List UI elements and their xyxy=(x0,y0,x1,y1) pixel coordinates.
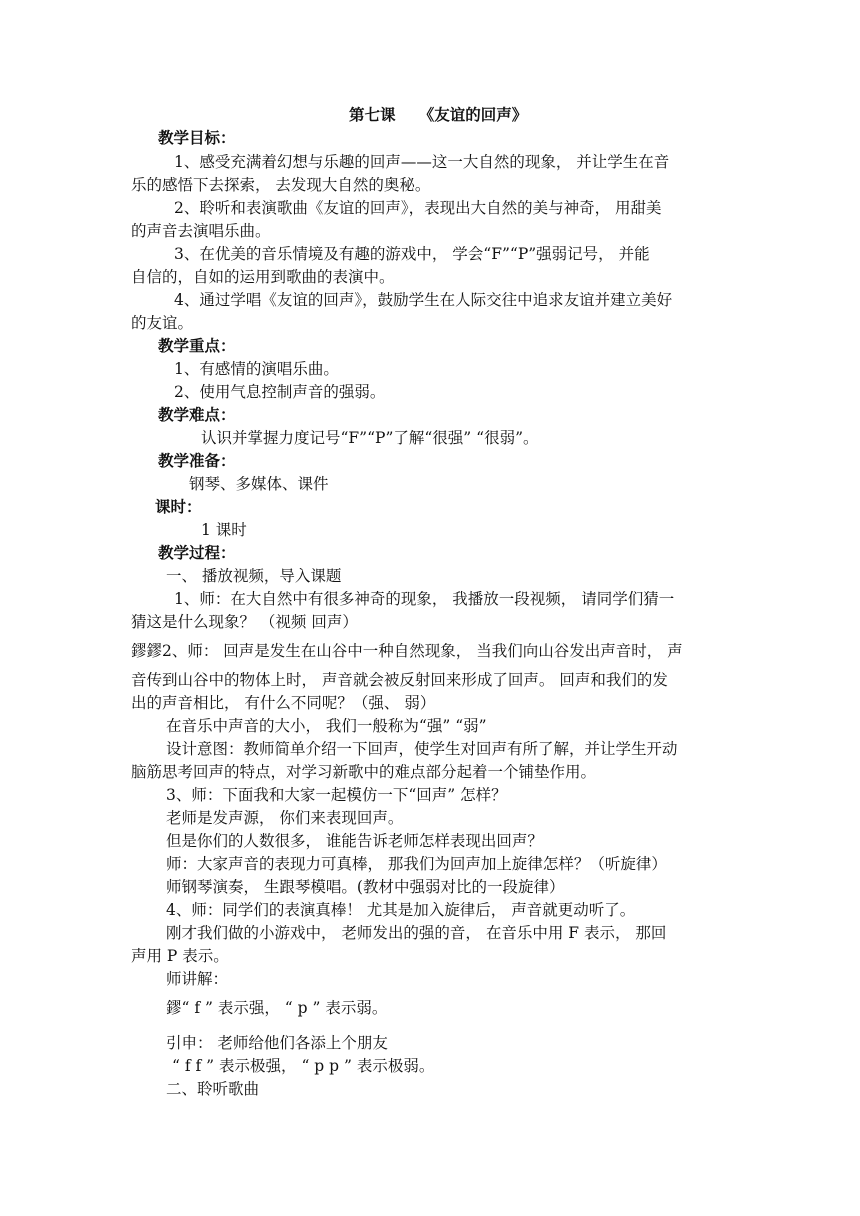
process-heading: 教学过程： xyxy=(158,543,236,562)
process-para-10: 师钢琴演奏， 生跟琴模唱。(教材中强弱对比的一段旋律） xyxy=(166,878,565,896)
hours-heading: 课时： xyxy=(155,497,202,516)
process-para-2-line-1: 1、师：在大自然中有很多神奇的现象， 我播放一段视频， 请同学们猜一 xyxy=(174,590,675,608)
goals-heading: 教学目标： xyxy=(158,128,236,147)
process-para-9: 师：大家声音的表现力可真棒， 那我们为回声加上旋律怎样？（听旋律） xyxy=(166,855,667,873)
goal-2-line-1: 2、聆听和表演歌曲《友谊的回声》，表现出大自然的美与神奇， 用甜美 xyxy=(174,199,662,217)
difficulty-heading: 教学难点： xyxy=(158,405,236,424)
process-para-13: 师讲解： xyxy=(166,970,229,988)
process-step-2: 二、聆听歌曲 xyxy=(166,1080,260,1098)
process-para-3-line-3: 出的声音相比， 有什么不同呢？（强、 弱） xyxy=(131,694,436,712)
process-para-5-line-2: 脑筋思考回声的特点，对学习新歌中的难点部分起着一个铺垫作用。 xyxy=(131,763,597,781)
process-para-5-line-1: 设计意图：教师简单介绍一下回声，使学生对回声有所了解，并让学生开动 xyxy=(166,740,678,758)
process-para-3-line-2: 音传到山谷中的物体上时， 声音就会被反射回来形成了回声。 回声和我们的发 xyxy=(131,671,668,689)
process-para-15: 引申： 老师给他们各添上个朋友 xyxy=(166,1034,388,1052)
goal-4-line-2: 的友谊。 xyxy=(131,314,194,332)
hours-1: 1 课时 xyxy=(201,521,247,539)
process-para-2-line-2: 猜这是什么现象？ （视频 回声） xyxy=(131,613,358,631)
process-para-7: 老师是发声源， 你们来表现回声。 xyxy=(166,809,404,827)
process-para-12-line-1: 刚才我们做的小游戏中， 老师发出的强的音， 在音乐中用 F 表示， 那回 xyxy=(166,924,667,942)
process-para-6: 3、师：下面我和大家一起模仿一下“回声” 怎样？ xyxy=(166,786,507,804)
goal-1-line-1: 1、感受充满着幻想与乐趣的回声——这一大自然的现象， 并让学生在音 xyxy=(174,153,670,171)
process-para-11: 4、师：同学们的表演真棒！ 尤其是加入旋律后， 声音就更动听了。 xyxy=(166,901,636,919)
goal-3-line-2: 自信的，自如的运用到歌曲的表演中。 xyxy=(131,268,395,286)
process-para-3-line-1: 鏐鏐2、师： 回声是发生在山谷中一种自然现象， 当我们向山谷发出声音时， 声 xyxy=(131,642,683,660)
process-para-12-line-2: 声用 P 表示。 xyxy=(131,947,229,965)
key-point-1: 1、有感情的演唱乐曲。 xyxy=(174,360,339,378)
difficulty-1: 认识并掌握力度记号“F”“P”了解“很强” “很弱”。 xyxy=(201,429,539,447)
lesson-title: 第七课 《友谊的回声》 xyxy=(349,105,528,124)
preparation-1: 钢琴、多媒体、课件 xyxy=(189,475,329,493)
process-para-4: 在音乐中声音的大小， 我们一般称为“强” “弱” xyxy=(166,717,487,735)
goal-2-line-2: 的声音去演唱乐曲。 xyxy=(131,222,271,240)
process-para-8: 但是你们的人数很多， 谁能告诉老师怎样表现出回声？ xyxy=(166,832,543,850)
preparation-heading: 教学准备： xyxy=(158,451,236,470)
goal-1-line-2: 乐的感悟下去探索， 去发现大自然的奥秘。 xyxy=(131,176,431,194)
goal-3-line-1: 3、在优美的音乐情境及有趣的游戏中， 学会“F”“P”强弱记号， 并能 xyxy=(174,245,650,263)
goal-4-line-1: 4、通过学唱《友谊的回声》，鼓励学生在人际交往中追求友谊并建立美好 xyxy=(174,291,673,309)
process-step-1: 一、 播放视频，导入课题 xyxy=(166,567,342,585)
key-point-2: 2、使用气息控制声音的强弱。 xyxy=(174,383,386,401)
key-points-heading: 教学重点： xyxy=(158,336,236,355)
process-para-16: “ f f ” 表示极强， “ p p ” 表示极弱。 xyxy=(172,1057,435,1075)
process-para-14: 鏐“ f ” 表示强， “ p ” 表示弱。 xyxy=(166,999,388,1017)
